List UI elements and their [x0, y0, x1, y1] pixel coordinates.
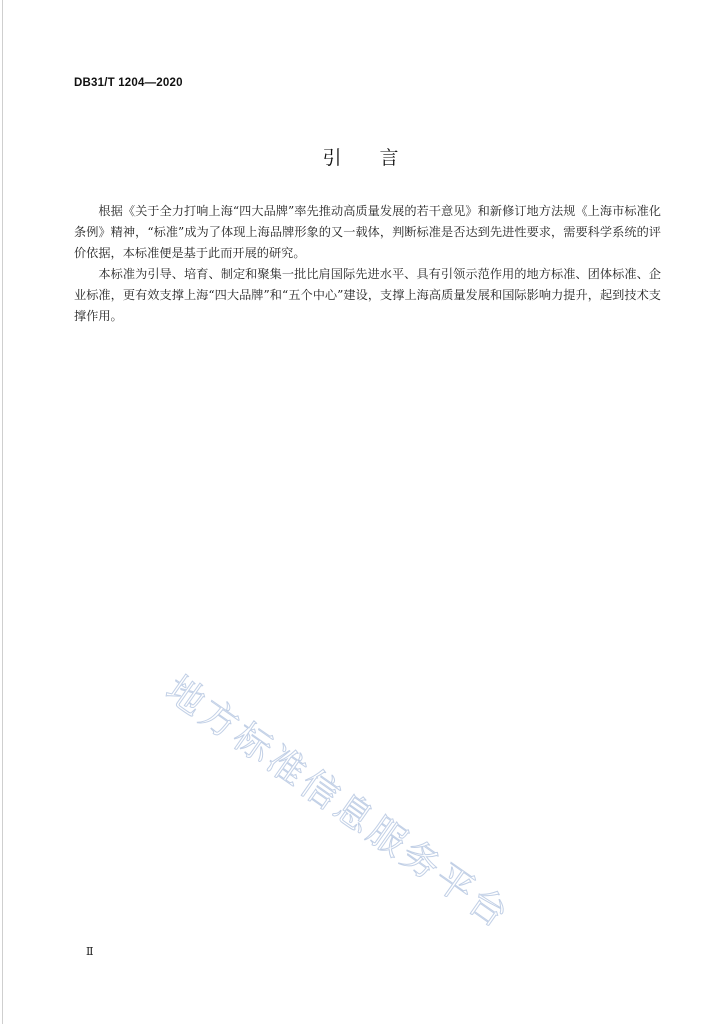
body-text: [74, 201, 661, 327]
page-title: 引 言: [322, 147, 399, 169]
watermark: 地方标准信息服务平台: [158, 667, 519, 938]
page-number: Ⅱ: [86, 945, 94, 958]
document-code: DB31/T 1204—2020: [74, 77, 183, 89]
paragraph-2: 本标准为引导、培育、制定和聚集一批比肩国际先进水平、具有引领示范作用的地方标准、团体标准、企业标准，更有效支撑上海“四大品牌”和“五个中心”建设，支撑上海高质量发展和国际影响力提升，起到技术支撑作用。: [74, 267, 661, 323]
paragraph-1: 根据《关于全力打响上海“四大品牌”率先推动高质量发展的若干意见》和新修订地方法规《上海市标准化条例》精神，“标准”成为了体现上海品牌形象的又一载体，判断标准是否达到先进性要求，需要科学系统的评价依据，本标准便是基于此而开展的研究。: [74, 204, 661, 260]
